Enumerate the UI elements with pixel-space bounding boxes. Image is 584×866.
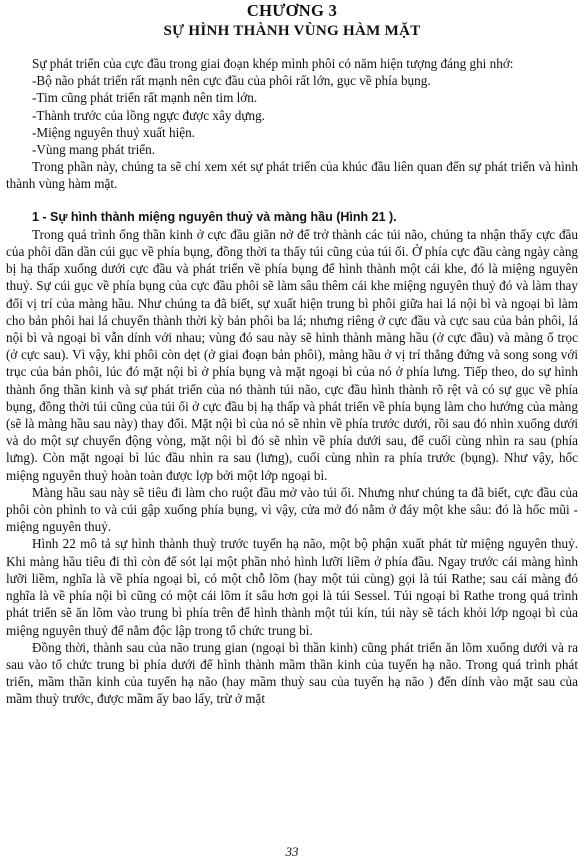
list-item: -Bộ não phát triển rất mạnh nên cực đầu của phôi rất lớn, gục về phía bụng. (32, 73, 431, 89)
intro-closing-paragraph: Trong phần này, chúng ta sẽ chỉ xem xét sự phát triển của khúc đầu liên quan đến sự phát triển và hình thành vùng hàm mặt. (6, 159, 578, 192)
body-paragraph: Hình 22 mô tả sự hình thành thuỳ trước tuyến hạ não, một bộ phận xuất phát từ miệng nguyên thuỷ. Khi màng hầu tiêu đi thì còn để sót lại một phần nhỏ hình lưỡi liềm ở phía đầu. Ngay trước cái màng hình lưỡi liềm, nghĩa là về phía ngoại bì, có một chỗ lõm (hay một túi cùng) gọi là túi Rathe; sau cái màng đó nghĩa là về phía nội bì cũng có một cái lõm ít sâu hơn gọi là túi Sessel. Túi ngoại bì Rathe trong quá trình phát triển sẽ ăn lõm vào trung bì phía trên để hình thành một túi kín, túi này sẽ tách khỏi lớp ngoại bì của miệng nguyên thuỷ để nằm độc lập trong tổ chức trung bì. (6, 536, 578, 638)
intro-paragraph: Sự phát triển của cực đầu trong giai đoạn khép mình phôi có năm hiện tượng đáng ghi nhớ: (32, 56, 514, 71)
chapter-number: CHƯƠNG 3 (246, 1, 338, 20)
list-item: -Tim cũng phát triển rất mạnh nên tim lớn. (32, 90, 258, 106)
section-heading: 1 - Sự hình thành miệng nguyên thuỷ và màng hầu (Hình 21 ). (32, 209, 397, 224)
body-paragraph: Trong quá trình ống thần kinh ở cực đầu giãn nở để trở thành các túi não, chúng ta nhận thấy cực đầu của phôi dần dần cúi gục về phía bụng, đồng thời ta thấy túi cũng của túi ối. Ở phía cực đầu càng ngày càng bị hạ thấp xuống dưới cực đầu và phát triển về phía bụng để hình thành một cái khe, đó là miệng nguyên thuỷ. Sự cúi gục về phía bụng của cực đầu phôi sẽ làm sâu thêm cái khe miệng nguyên thuỷ đó và làm thay đổi vị trí của màng hầu. Như chúng ta đã biết, sự xuất hiện trung bì phôi giữa hai lá nội bì và ngoại bì làm cho bản phôi hai lá chuyển thành thời kỳ bản phôi ba lá; nhưng riêng ở cực đầu và cực sau của bản phôi, lá nội bì và ngoại bì vẫn dính với nhau; vùng đó sau này sẽ hình thành màng hầu (ở cực đầu) và màng ổ trọc (ở cực sau). Vì vậy, khi phôi còn dẹt (ở giai đoạn bản phôi), màng hầu ở vị trí thẳng đứng và song song với trục của bản phôi, lúc đó mặt nội bì ở phía bụng và mặt ngoại bì của nó ở phía lưng. Tiếp theo, do sự hình thành ống thần kinh và sự phát triển của nó thành túi não, cực đầu hình thành rõ rệt và có sự gục về phía bụng, đồng thời túi cũng của túi ối ở cực đầu bị hạ thấp và phát triển về phía bụng làm cho hướng của màng (sẽ là màng hầu sau này) thay đổi. Mặt nội bì của nó sẽ nhìn về phía trước dưới, rồi sau đó nhìn xuống dưới và do một sự chuyển động vòng, mặt nội bì đó sẽ nhìn về phía dưới sau, để cuối cùng nhìn ra sau (phía lưng). Còn mặt ngoại bì lúc đầu nhìn ra sau (lưng), cuối cùng nhìn ra phía trước (bụng). Như vậy, hốc miệng nguyên thuỷ hoàn toàn được lợp bởi một lớp ngoại bì. (6, 226, 578, 483)
body-paragraph: Đồng thời, thành sau của não trung gian (ngoại bì thần kinh) cũng phát triển ăn lõm xuống dưới và ra sau vào tổ chức trung bì phía dưới để hình thành mầm thần kinh của tuyến hạ não. Trong quá trình phát triển, mầm thần kinh của tuyến hạ não (hay mầm thuỳ sau của tuyến hạ não ) đến dính vào mặt sau của mầm thuỳ trước, được mầm ấy bao lấy, trừ ở mặt (6, 639, 578, 707)
list-item: -Thành trước của lồng ngực được xây dựng. (32, 107, 265, 123)
body-paragraph: Màng hầu sau này sẽ tiêu đi làm cho ruột đầu mở vào túi ối. Nhưng như chúng ta đã biết, cực đầu của phôi còn phình to và cúi gập xuống phía bụng, vì vậy, cửa mở đó nằm ở đáy một khe sâu: đó là hốc mũi - miệng nguyên thuỷ. (6, 484, 578, 535)
list-item: -Miệng nguyên thuỷ xuất hiện. (32, 124, 195, 140)
spacer (6, 193, 578, 209)
chapter-title: SỰ HÌNH THÀNH VÙNG HÀM MẶT (163, 23, 421, 39)
list-item: -Vùng mang phát triển. (32, 142, 156, 158)
page-number: 33 (285, 843, 299, 859)
